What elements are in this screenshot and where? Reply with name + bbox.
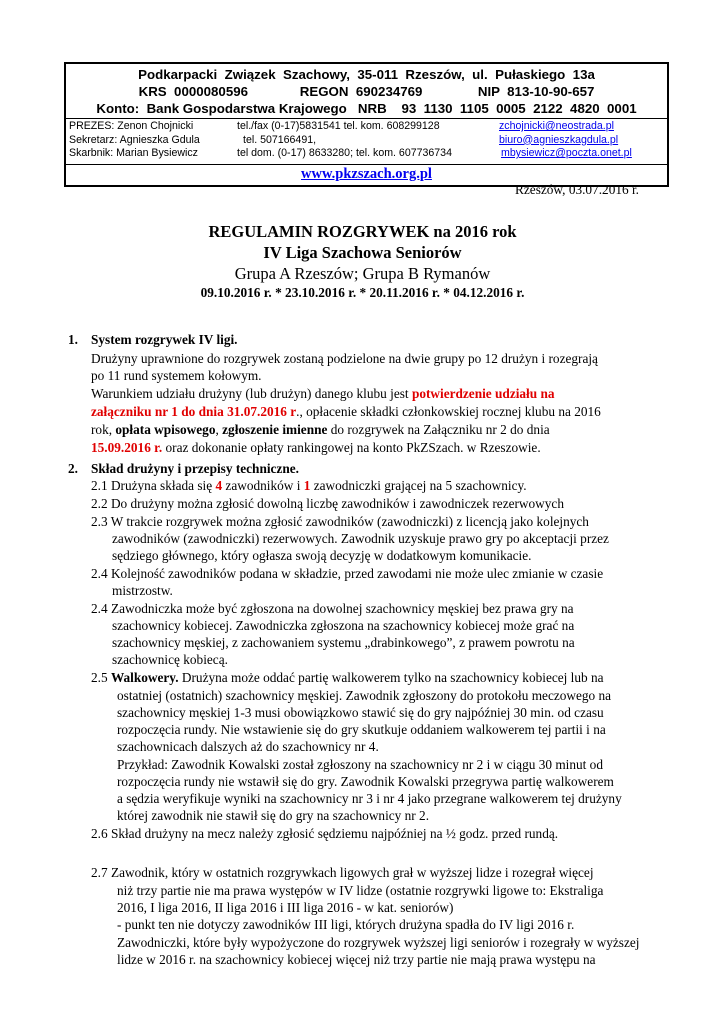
organization-header xyxy=(66,64,667,118)
text-span: Drużyna może oddać partię walkowerem tylko na szachownicy kobiecej lub na xyxy=(178,670,604,685)
bold-text: opłata wpisowego xyxy=(115,422,216,437)
paragraph-line: szachownicy męskiej, z zachowaniem systemu „drabinkowego”, z prawem powrotu na xyxy=(112,635,575,650)
officer-role: Sekretarz: Agnieszka Gdula xyxy=(69,133,200,146)
website-link[interactable]: www.pkzszach.org.pl xyxy=(301,166,432,182)
text-span: zawodników i xyxy=(222,478,304,493)
paragraph-line: sędziego głównego, który ogłasza swoją decyzję w dodatkowym komunikacie. xyxy=(112,548,532,563)
officer-row xyxy=(69,134,665,148)
officer-row xyxy=(69,147,665,161)
highlight-text: 15.09.2016 r. xyxy=(91,440,163,455)
paragraph-line: - punkt ten nie dotyczy zawodników III ligi, których drużyna spadła do IV ligi 2016 r. xyxy=(117,917,575,932)
paragraph-line xyxy=(91,386,555,402)
text-span: zawodniczki grającej na 5 szachownicy. xyxy=(310,478,527,493)
round-dates: 09.10.2016 r. * 23.10.2016 r. * 20.11.2016 r. * 04.12.2016 r. xyxy=(200,285,525,300)
paragraph-line: Zawodniczki, które były wypożyczone do rozgrywek wyższej ligi seniorów i rozegrały w wyższej xyxy=(117,935,640,950)
paragraph-line: zawodników (zawodniczki) rezerwowych. Zawodnik uzyskuje prawo gry po akceptacji przez xyxy=(112,531,609,546)
paragraph-line: szachownicę kobiecą. xyxy=(112,652,228,667)
paragraph-line xyxy=(91,422,550,438)
paragraph-line: 2.2 Do drużyny można zgłosić dowolną liczbę zawodników i zawodniczek rezerwowych xyxy=(91,496,564,511)
paragraph-line: 2.7 Zawodnik, który w ostatnich rozgrywkach ligowych grał w wyższej lidze i rozegrał więcej xyxy=(91,865,594,880)
text-span: 2.1 Drużyna składa się xyxy=(91,478,216,493)
document-title: REGULAMIN ROZGRYWEK na 2016 rok xyxy=(208,222,517,241)
highlight-text: załączniku nr 1 do dnia 31.07.2016 r xyxy=(91,404,297,419)
text-span: rok, xyxy=(91,422,116,437)
paragraph-line: której zawodnik nie stawił się do gry na szachownicy nr 2. xyxy=(117,808,430,823)
text-span: 2.5 xyxy=(91,670,111,685)
paragraph-line: szachownicach dalszych aż do szachownicy nr 4. xyxy=(117,739,379,754)
paragraph-line: 2.4 Zawodniczka może być zgłoszona na dowolnej szachownicy męskiej bez prawa gry na xyxy=(91,601,574,616)
highlight-text: 1 xyxy=(303,478,311,493)
paragraph-line: szachownicy kobiecej. Zawodniczka zgłoszona na szachownicy kobiecej może grać na xyxy=(112,618,575,633)
letterhead-box xyxy=(64,62,669,187)
officers-block xyxy=(66,118,667,164)
highlight-text: 4 xyxy=(215,478,223,493)
paragraph-line: Drużyny uprawnione do rozgrywek zostaną podzielone na dwie grupy po 12 drużyn i rozegrają xyxy=(91,351,598,366)
paragraph-line: lidze w 2016 r. na szachownicy kobiecej więcej niż trzy partie nie mają prawa występu na xyxy=(117,952,596,967)
paragraph-line xyxy=(91,440,541,456)
text-span: , xyxy=(215,422,223,437)
paragraph-line: mistrzostw. xyxy=(112,583,173,598)
officer-email-link[interactable]: mbysiewicz@poczta.onet.pl xyxy=(501,147,632,159)
section-number: 1. xyxy=(68,332,78,347)
officer-email-link[interactable]: zchojnicki@neostrada.pl xyxy=(499,120,614,132)
officer-email-link[interactable]: biuro@agnieszkagdula.pl xyxy=(499,133,619,146)
paragraph-line: po 11 rund systemem kołowym. xyxy=(91,368,262,383)
document-date: Rzeszów, 03.07.2016 r. xyxy=(515,182,639,197)
paragraph-line: rozpoczęcia rundy. Nie wstawienie się do gry skutkuje oddaniem walkowerem tej partii i na xyxy=(117,722,606,737)
officer-role: PREZES: Zenon Chojnicki xyxy=(69,120,194,132)
groups-line: Grupa A Rzeszów; Grupa B Rymanów xyxy=(234,264,491,283)
text-span: ., opłacenie składki członkowskiej rocznej klubu na 2016 xyxy=(296,404,601,419)
organization-name-address: Podkarpacki Związek Szachowy, 35-011 Rzeszów, ul. Pułaskiego 13a xyxy=(138,67,595,82)
section-heading: Skład drużyny i przepisy techniczne. xyxy=(91,461,299,476)
paragraph-line xyxy=(91,478,527,494)
paragraph-line: 2.4 Kolejność zawodników podana w składzie, przed zawodami nie może ulec zmianie w czasie xyxy=(91,566,604,581)
officer-contact: tel dom. (0-17) 8633280; tel. kom. 607736734 xyxy=(237,147,452,159)
paragraph-line: rozpoczęcia rundy nie wstawił się do gry. Zawodnik Kowalski przegrywa partię walkowerem xyxy=(117,774,614,789)
bank-account: Konto: Bank Gospodarstwa Krajowego NRB 93 1130 1105 0005 2122 4820 0001 xyxy=(96,101,637,116)
paragraph-line: ostatniej (ostatnich) szachownicy męskiej. Zawodnik zgłoszony do protokołu meczowego na xyxy=(117,688,612,703)
paragraph-line: 2.6 Skład drużyny na mecz należy zgłosić sędziemu najpóźniej na ½ godz. przed rundą. xyxy=(91,826,559,841)
paragraph-line: Przykład: Zawodnik Kowalski został zgłoszony na szachownicy nr 2 i w ciągu 30 minut od xyxy=(117,757,603,772)
section-number: 2. xyxy=(68,461,78,476)
paragraph-line: 2016, I liga 2016, II liga 2016 i III liga 2016 - w kat. seniorów) xyxy=(117,900,454,915)
section-heading: System rozgrywek IV ligi. xyxy=(91,332,238,347)
text-span: do rozgrywek na Załączniku nr 2 do dnia xyxy=(327,422,550,437)
paragraph-line: niż trzy partie nie ma prawa występów w IV lidze (ostatnie rozgrywki ligowe to: Ekstraliga xyxy=(117,883,604,898)
league-name: IV Liga Szachowa Seniorów xyxy=(263,243,462,262)
text-span: Warunkiem udziału drużyny (lub drużyn) danego klubu jest xyxy=(91,386,412,401)
paragraph-line xyxy=(91,404,601,420)
bold-text: Walkowery. xyxy=(110,670,179,685)
paragraph-line: a sędzia weryfikuje wyniki na szachownicy nr 3 i nr 4 jako przegrane walkowerem tej drużyny xyxy=(117,791,622,806)
officer-row xyxy=(69,120,665,134)
paragraph-line xyxy=(91,670,604,686)
highlight-text: potwierdzenie udziału na xyxy=(411,386,555,401)
officer-contact: tel. 507166491, xyxy=(243,133,317,146)
officer-contact: tel./fax (0-17)5831541 tel. kom. 608299128 xyxy=(237,120,440,132)
registration-numbers: KRS 0000080596 REGON 690234769 NIP 813-10-90-657 xyxy=(138,84,595,99)
bold-text: zgłoszenie imienne xyxy=(222,422,328,437)
officer-role: Skarbnik: Marian Bysiewicz xyxy=(69,147,198,159)
paragraph-line: szachownicy męskiej 1-3 musi obowiązkowo stawić się do gry najpóźniej 30 min. od czasu xyxy=(117,705,604,720)
text-span: oraz dokonanie opłaty rankingowej na konto PkZSzach. w Rzeszowie. xyxy=(162,440,541,455)
paragraph-line: 2.3 W trakcie rozgrywek można zgłosić zawodników (zawodniczki) z licencją jako kolejnych xyxy=(91,514,589,529)
